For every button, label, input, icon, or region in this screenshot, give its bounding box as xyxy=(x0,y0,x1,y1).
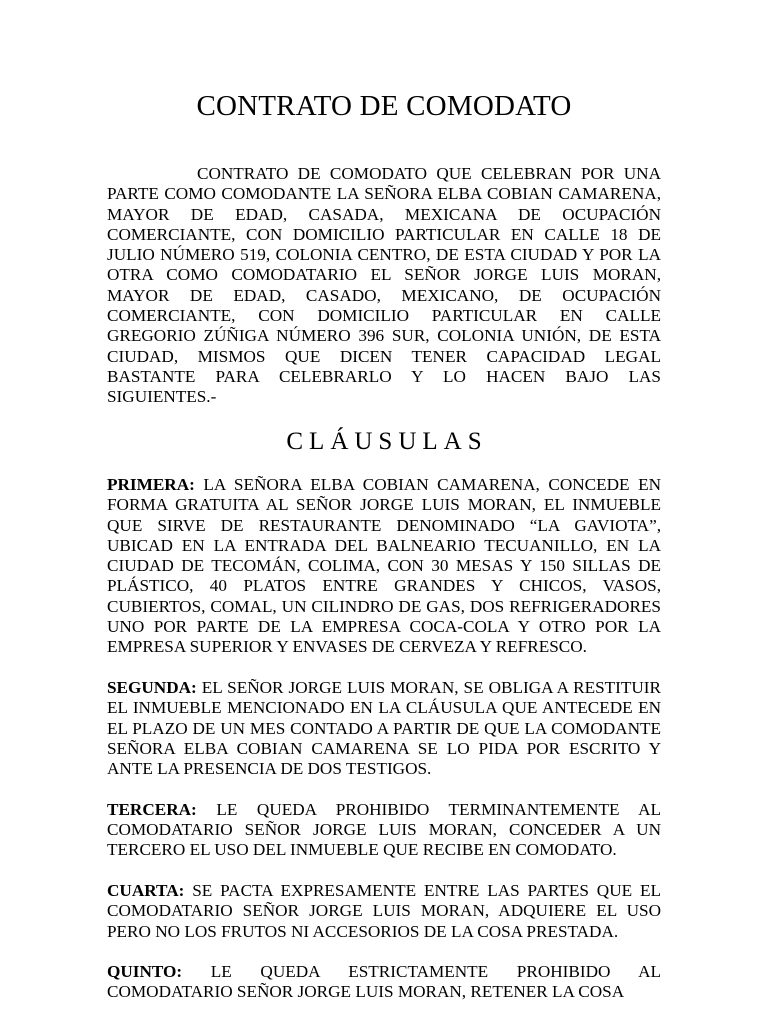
clause-text: LE QUEDA PROHIBIDO TERMINANTEMENTE AL COMODATARIO SEÑOR JORGE LUIS MORAN, CONCEDER A UN TERCERO EL USO DEL INMUEBLE QUE RECIBE EN COMODATO. xyxy=(107,799,661,860)
clause-text: EL SEÑOR JORGE LUIS MORAN, SE OBLIGA A RESTITUIR EL INMUEBLE MENCIONADO EN LA CLÁUSULA QUE ANTECEDE EN EL PLAZO DE UN MES CONTADO A PARTIR DE QUE LA COMODANTE SEÑORA ELBA COBIAN CAMARENA SE LO PIDA POR ESCRITO Y ANTE LA PRESENCIA DE DOS TESTIGOS. xyxy=(107,677,661,779)
clause-paragraph xyxy=(107,678,661,779)
clause-text: LA SEÑORA ELBA COBIAN CAMARENA, CONCEDE EN FORMA GRATUITA AL SEÑOR JORGE LUIS MORAN, EL INMUEBLE QUE SIRVE DE RESTAURANTE DENOMINADO “LA GAVIOTA”, UBICAD EN LA ENTRADA DEL BALNEARIO TECUANILLO, EN LA CIUDAD DE TECOMÁN, COLIMA, CON 30 MESAS Y 150 SILLAS DE PLÁSTICO, 40 PLATOS ENTRE GRANDES Y CHICOS, VASOS, CUBIERTOS, COMAL, UN CILINDRO DE GAS, DOS REFRIGERADORES UNO POR PARTE DE LA EMPRESA COCA-COLA Y OTRO POR LA EMPRESA SUPERIOR Y ENVASES DE CERVEZA Y REFRESCO. xyxy=(107,475,661,657)
clause-paragraph xyxy=(107,475,661,658)
clause-label: SEGUNDA: xyxy=(107,677,197,697)
clause-label: QUINTO: xyxy=(107,962,183,982)
clause-label: CUARTA: xyxy=(107,880,185,900)
clause-text: SE PACTA EXPRESAMENTE ENTRE LAS PARTES QUE EL COMODATARIO SEÑOR JORGE LUIS MORAN, ADQUIERE EL USO PERO NO LOS FRUTOS NI ACCESORIOS DE LA COSA PRESTADA. xyxy=(107,880,661,941)
document-title: CONTRATO DE COMODATO xyxy=(196,90,572,122)
clause-list xyxy=(107,475,661,1023)
clause-paragraph xyxy=(107,881,661,942)
intro-paragraph: CONTRATO DE COMODATO QUE CELEBRAN POR UNA PARTE COMO COMODANTE LA SEÑORA ELBA COBIAN CAMARENA, MAYOR DE EDAD, CASADA, MEXICANA DE OCUPACIÓN COMERCIANTE, CON DOMICILIO PARTICULAR EN CALLE 18 DE JULIO NÚMERO 519, COLONIA CENTRO, DE ESTA CIUDAD Y POR LA OTRA COMO COMODATARIO EL SEÑOR JORGE LUIS MORAN, MAYOR DE EDAD, CASADO, MEXICANO, DE OCUPACIÓN COMERCIANTE, CON DOMICILIO PARTICULAR EN CALLE GREGORIO ZÚÑIGA NÚMERO 396 SUR, COLONIA UNIÓN, DE ESTA CIUDAD, MISMOS QUE DICEN TENER CAPACIDAD LEGAL BASTANTE PARA CELEBRARLO Y LO HACEN BAJO LAS SIGUIENTES.- xyxy=(107,164,661,407)
clause-paragraph xyxy=(107,800,661,861)
clause-text: LE QUEDA ESTRICTAMENTE PROHIBIDO AL COMODATARIO SEÑOR JORGE LUIS MORAN, RETENER LA COSA xyxy=(107,962,661,1002)
clause-label: PRIMERA: xyxy=(107,475,195,494)
clause-paragraph xyxy=(107,962,661,1003)
clauses-heading: CLÁUSULAS xyxy=(286,428,488,455)
clause-label: TERCERA: xyxy=(107,799,197,819)
